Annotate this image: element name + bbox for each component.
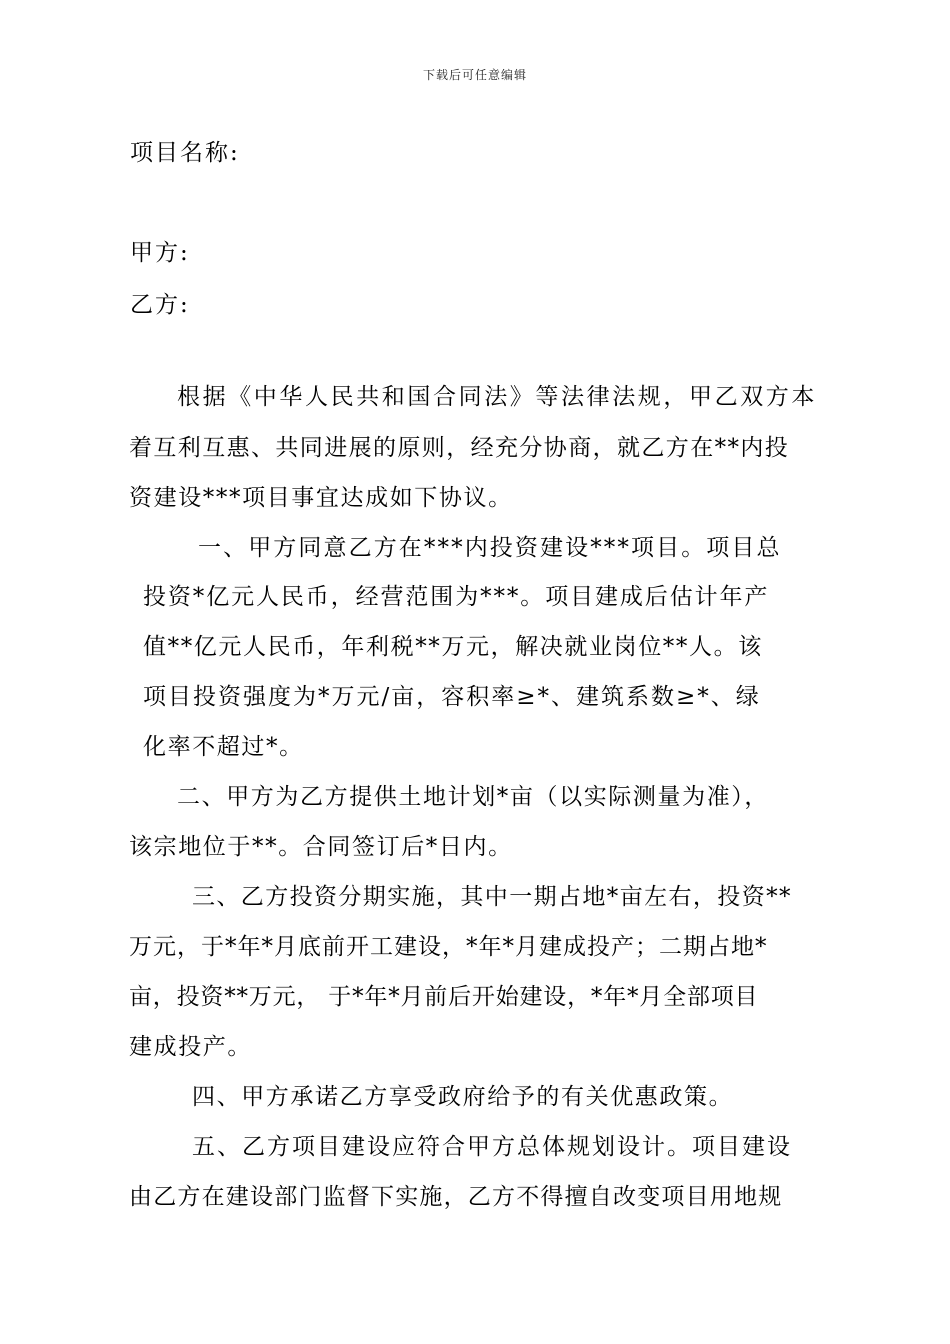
party-a-label: 甲方: [130, 240, 190, 266]
text-line: 四、甲方承诺乙方享受政府给予的有关优惠政策。 [192, 1084, 734, 1110]
text-line: 建成投产。 [129, 1034, 252, 1060]
party-b-label: 乙方: [130, 292, 190, 318]
text-line: 五、乙方项目建设应符合甲方总体规划设计。项目建设 [192, 1134, 792, 1160]
text-line: 该宗地位于**。合同签订后*日内。 [129, 834, 513, 860]
text-line: 项目投资强度为*万元/亩，容积率≥*、建筑系数≥*、绿 [143, 684, 761, 710]
text-line: 投资*亿元人民币，经营范围为***。项目建成后估计年产 [143, 584, 770, 610]
header-note: 下载后可任意编辑 [422, 68, 527, 82]
text-line: 亩，投资**万元， 于*年*月前后开始建设，*年*月全部项目 [129, 984, 759, 1010]
text-line: 资建设***项目事宜达成如下协议。 [129, 485, 513, 511]
text-line: 着互利互惠、共同进展的原则，经充分协商，就乙方在**内投 [129, 435, 790, 461]
text-line: 万元，于*年*月底前开工建设，*年*月建成投产；二期占地* [129, 934, 768, 960]
text-line: 二、甲方为乙方提供土地计划*亩（以实际测量为准）， [177, 784, 769, 810]
text-line: 三、乙方投资分期实施，其中一期占地*亩左右，投资** [192, 884, 792, 910]
text-line: 由乙方在建设部门监督下实施，乙方不得擅自改变项目用地规 [129, 1184, 783, 1210]
text-line: 根据《中华人民共和国合同法》等法律法规，甲乙双方本 [177, 384, 817, 410]
text-line: 一、甲方同意乙方在***内投资建设***项目。项目总 [198, 535, 782, 561]
text-line: 值**亿元人民币，年利税**万元，解决就业岗位**人。该 [143, 634, 763, 660]
project-name-label: 项目名称: [130, 140, 240, 166]
text-line: 化率不超过*。 [143, 734, 304, 760]
